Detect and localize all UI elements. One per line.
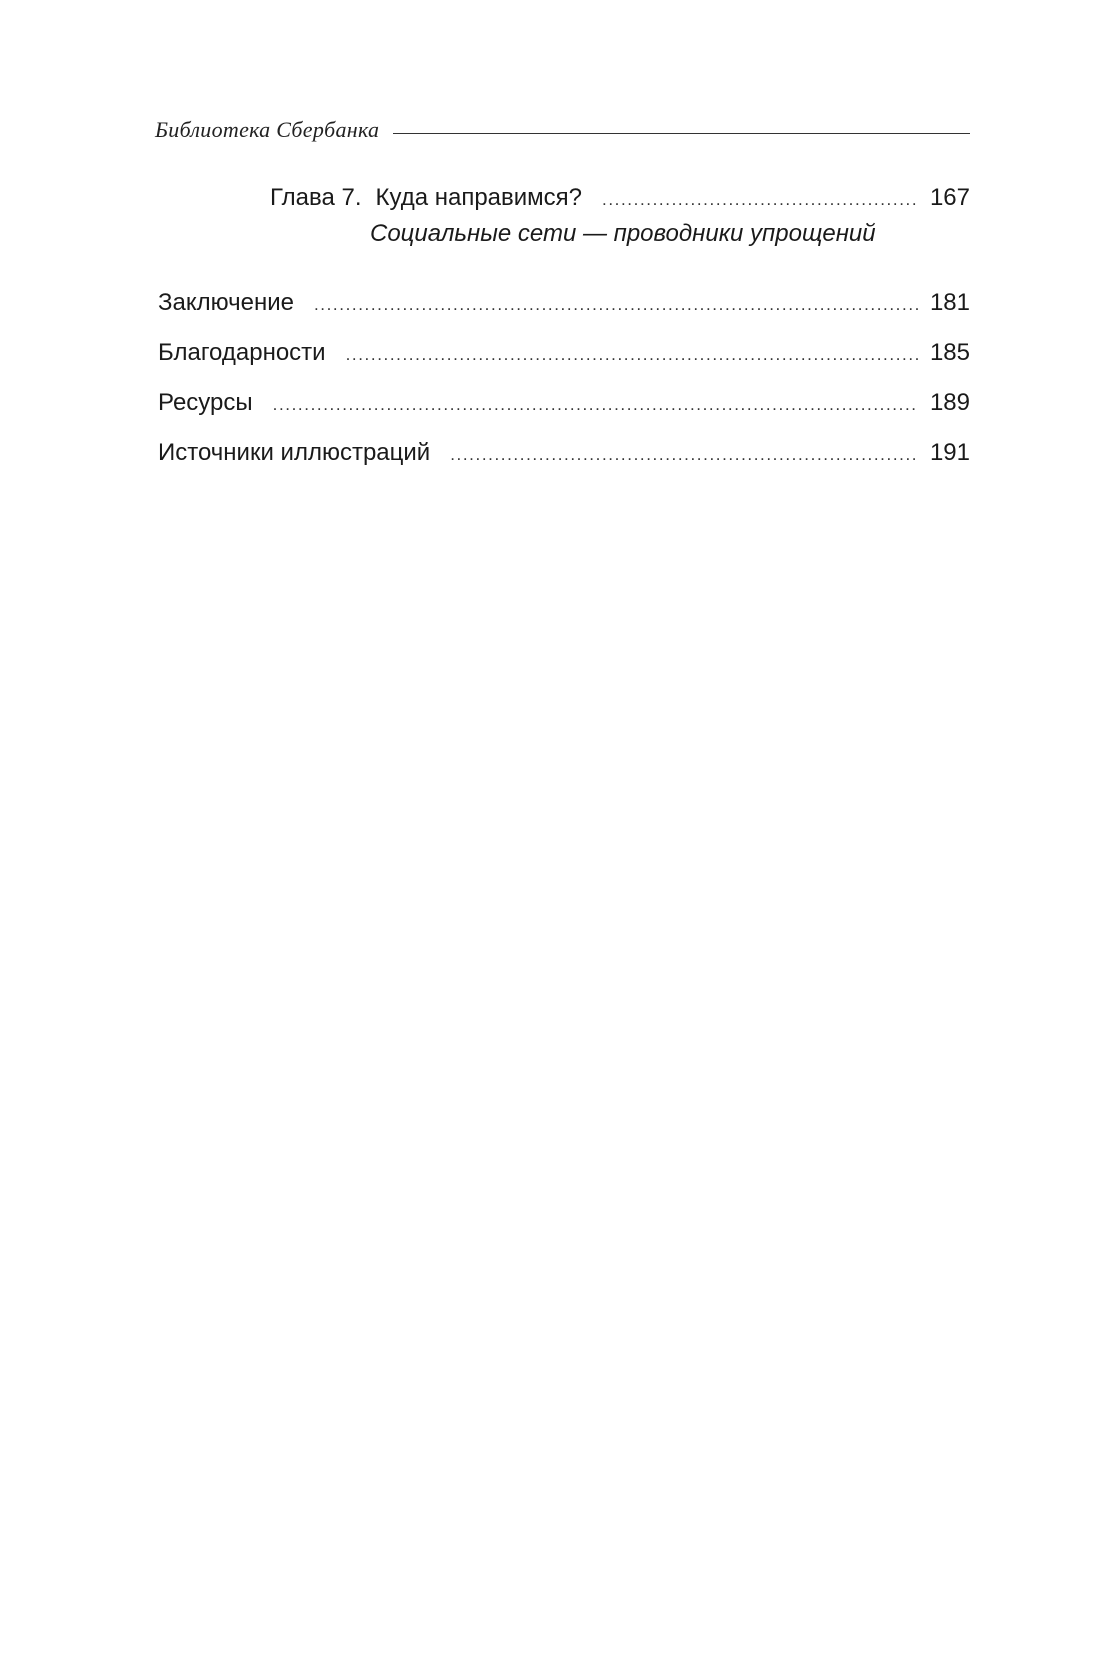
toc-entry (158, 339, 970, 367)
chapter-title: Куда направимся? (375, 184, 583, 211)
toc-entry-title: Ресурсы (158, 389, 253, 416)
toc-entry (158, 389, 970, 417)
toc-entry (158, 289, 970, 317)
chapter-prefix: Глава 7. (270, 184, 362, 211)
chapter-page-number: 167 (929, 184, 970, 211)
toc-entry-page: 181 (929, 289, 970, 316)
chapter-subtitle: Социальные сети — проводники упрощений (370, 220, 876, 247)
toc-entry-page: 189 (929, 389, 970, 416)
toc-entry-title: Заключение (158, 289, 294, 316)
running-header (155, 114, 970, 146)
toc-entry-title: Благодарности (158, 339, 326, 366)
dot-leader (314, 295, 918, 315)
series-title: Библиотека Сбербанка (155, 117, 380, 142)
dot-leader (450, 445, 918, 465)
dot-leader (602, 190, 918, 210)
dot-leader (346, 345, 918, 365)
toc-entry (158, 439, 970, 467)
toc-entry-page: 185 (929, 339, 970, 366)
header-rule (393, 133, 970, 134)
toc-entry-page: 191 (929, 439, 970, 466)
dot-leader (273, 395, 918, 415)
toc-chapter-7 (270, 184, 970, 212)
toc-entry-title: Источники иллюстраций (158, 439, 431, 466)
